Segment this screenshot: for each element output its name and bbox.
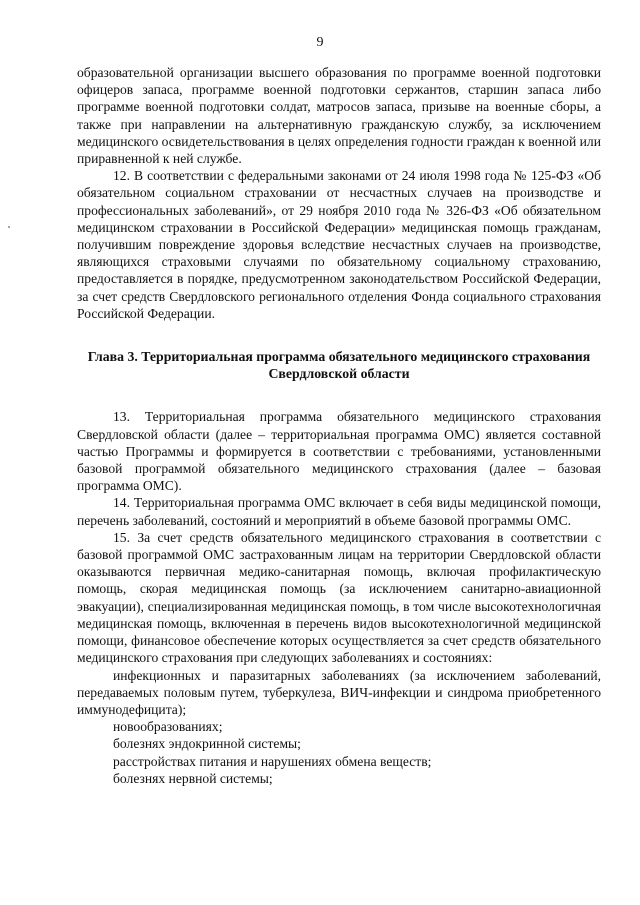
list-item: новообразованиях; bbox=[113, 719, 223, 735]
paragraph-13: 13. Территориальная программа обязательного медицинского страхования Свердловской области (далее – территориальная программа ОМС) является составной частью Программы и формируется в соответствии с требованиями, установленными базовой программой обязательного медицинского страхования (далее – базовая программа ОМС). bbox=[77, 409, 601, 494]
paragraph-14: 14. Территориальная программа ОМС включает в себя виды медицинской помощи, перечень заболеваний, состояний и мероприятий в объеме базовой программы ОМС. bbox=[77, 495, 601, 528]
list-item: расстройствах питания и нарушениях обмена веществ; bbox=[113, 753, 432, 769]
document-body bbox=[77, 64, 601, 787]
margin-mark bbox=[8, 226, 10, 228]
spacer bbox=[77, 322, 601, 348]
page-number: 9 bbox=[316, 35, 324, 50]
paragraph-15: 15. За счет средств обязательного медицинского страхования в соответствии с базовой программой ОМС застрахованным лицам на территории Свердловской области оказываются первичная медико-санитарная помощь, включая профилактическую помощь, скорая медицинская помощь (за исключением санитарно-авиационной эвакуации), специализированная медицинская помощь, в том числе высокотехнологичная медицинская помощь, включенная в перечень видов высокотехнологичной медицинской помощи, финансовое обеспечение которых осуществляется за счет средств обязательного медицинского страхования при следующих заболеваниях и состояниях: bbox=[77, 529, 601, 666]
chapter-heading: Глава 3. Территориальная программа обязательного медицинского страхования Свердловской области bbox=[87, 349, 591, 382]
paragraph-continuation: образовательной организации высшего образования по программе военной подготовки офицеров запаса, программе военной подготовки сержантов, старшин запаса либо программе военной подготовки солдат, матросов запаса, призыве на военные сборы, а также при направлении на альтернативную гражданскую службу, за исключением медицинского освидетельствования в целях определения годности граждан к военной или приравненной к ней службе. bbox=[77, 65, 601, 167]
list-item: инфекционных и паразитарных заболеваниях (за исключением заболеваний, передаваемых половым путем, туберкулеза, ВИЧ-инфекции и синдрома приобретенного иммунодефицита); bbox=[77, 667, 601, 717]
list-item: болезнях эндокринной системы; bbox=[113, 736, 301, 752]
paragraph-12: 12. В соответствии с федеральными законами от 24 июля 1998 года № 125-ФЗ «Об обязательном социальном страховании от несчастных случаев на производстве и профессиональных заболеваний», от 29 ноября 2010 года № 326-ФЗ «Об обязательном медицинском страховании в Российской Федерации» медицинская помощь гражданам, получившим повреждение здоровья вследствие несчастных случаев на производстве, являющихся страховыми случаями по обязательному социальному страхованию, предоставляется в порядке, предусмотренном законодательством Российской Федерации, за счет средств Свердловского регионального отделения Фонда социального страхования Российской Федерации. bbox=[77, 168, 601, 321]
spacer bbox=[77, 382, 601, 408]
list-item: болезнях нервной системы; bbox=[113, 770, 273, 786]
